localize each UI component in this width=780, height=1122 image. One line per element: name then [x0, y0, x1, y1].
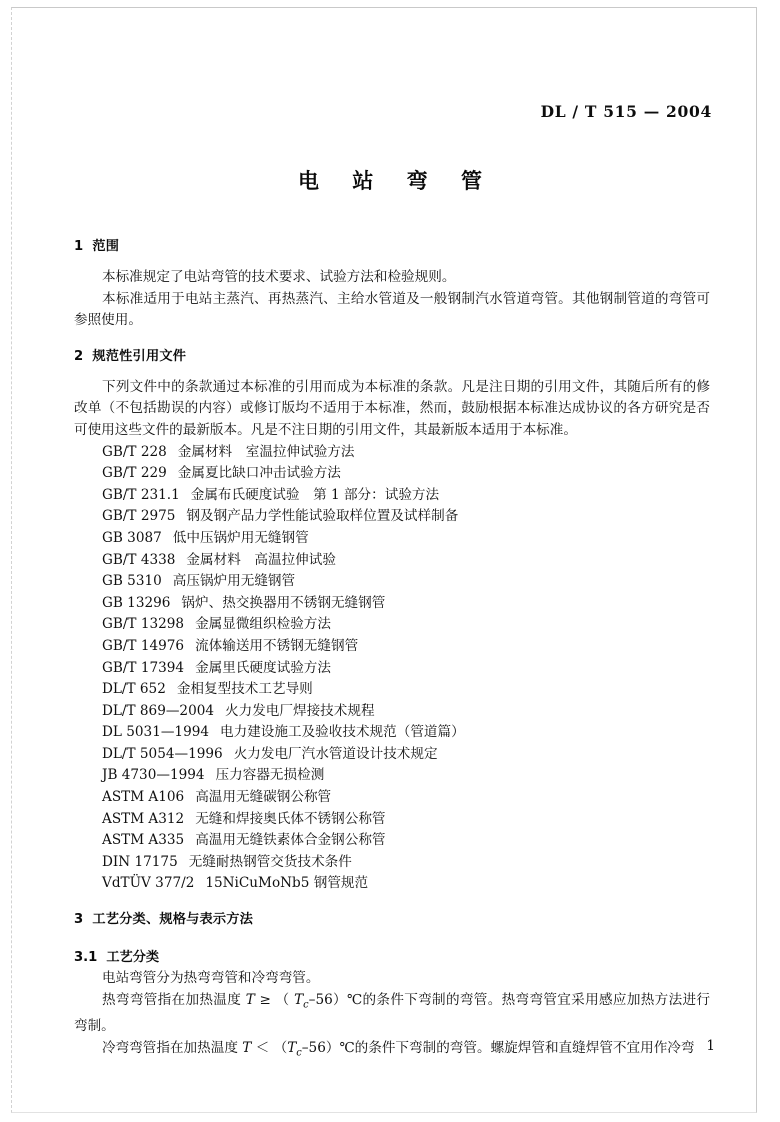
- reference-code: GB/T 4338: [102, 551, 176, 568]
- reference-title: 无缝耐热钢管交货技术条件: [188, 853, 352, 870]
- variable-T: T: [245, 991, 255, 1008]
- reference-code: DL 5031—1994: [102, 724, 210, 741]
- reference-title: 金属布氏硬度试验 第 1 部分：试验方法: [190, 486, 440, 503]
- reference-code: GB/T 2975: [102, 508, 176, 525]
- list-item: [74, 614, 710, 636]
- reference-code: GB/T 14976: [102, 637, 185, 654]
- reference-code: DL/T 5054—1996: [102, 745, 223, 762]
- reference-title: 锅炉、热交换器用不锈钢无缝钢管: [181, 594, 386, 611]
- reference-title: 低中压锅炉用无缝钢管: [172, 529, 309, 546]
- list-item: [74, 722, 710, 744]
- list-item: [74, 809, 710, 831]
- reference-code: GB 13296: [102, 594, 171, 611]
- list-item: [74, 787, 710, 809]
- page-number: 1: [706, 1038, 715, 1054]
- reference-code: GB/T 228: [102, 443, 167, 460]
- reference-title: 流体输送用不锈钢无缝钢管: [195, 637, 359, 654]
- list-item: [74, 701, 710, 723]
- document-body: [74, 236, 710, 1064]
- reference-title: 高温用无缝碳钢公称管: [195, 789, 332, 806]
- page-title: 电 站 弯 管: [298, 169, 495, 193]
- hot-bend-tail: –56）℃的条件下弯制的弯管。热弯弯管宜采用感应加热方法进行弯制。: [74, 991, 710, 1034]
- reference-title: 金属显微组织检验方法: [195, 616, 331, 633]
- reference-title: 高压锅炉用无缝钢管: [172, 573, 296, 590]
- list-item: [74, 873, 710, 895]
- hot-bend-definition: [74, 990, 710, 1038]
- section-heading-scope: [74, 236, 710, 257]
- reference-title: 15NiCuMoNb5 钢管规范: [205, 875, 369, 892]
- reference-code: DIN 17175: [102, 853, 178, 870]
- reference-title: 火力发电厂汽水管道设计技术规定: [233, 745, 438, 762]
- list-item: [74, 463, 710, 485]
- running-header: [0, 102, 780, 121]
- reference-title: 压力容器无损检测: [215, 767, 325, 784]
- list-item: [74, 442, 710, 464]
- reference-code: GB 3087: [102, 529, 162, 546]
- reference-title: 金属里氏硬度试验方法: [195, 659, 331, 676]
- reference-title: 钢及钢产品力学性能试验取样位置及试样制备: [186, 508, 459, 525]
- reference-title: 金属材料 高温拉伸试验: [186, 551, 336, 568]
- reference-title: 高温用无缝铁素体合金钢公称管: [195, 832, 386, 849]
- section-title-1: 范围: [92, 239, 120, 254]
- normative-reference-list: [74, 442, 710, 895]
- subsection-heading-process-classification: [74, 947, 710, 968]
- list-item: [74, 571, 710, 593]
- normative-references-paragraph: 下列文件中的条款通过本标准的引用而成为本标准的条款。凡是注日期的引用文件，其随后所有的修改单（不包括勘误的内容）或修订版均不适用于本标准，然而，鼓励根据本标准达成协议的各方研究是否可使用这些文件的最新版本。凡是不注日期的引用文件，其最新版本适用于本标准。: [74, 378, 710, 438]
- cold-bend-tail: –56）℃的条件下弯制的弯管。螺旋焊管和直缝焊管不宜用作冷弯: [301, 1039, 695, 1056]
- section-title-3: 工艺分类、规格与表示方法: [92, 912, 254, 928]
- variable-Tc-subscript: c: [296, 1047, 302, 1059]
- variable-T: T: [242, 1039, 252, 1056]
- section-heading-normative-references: [74, 346, 710, 367]
- list-item: [74, 679, 710, 701]
- section-heading-classification: [74, 909, 710, 930]
- reference-code: ASTM A312: [102, 810, 185, 827]
- list-item: [74, 765, 710, 787]
- reference-code: GB/T 17394: [102, 659, 185, 676]
- reference-code: ASTM A106: [102, 789, 185, 806]
- reference-title: 火力发电厂焊接技术规程: [225, 702, 375, 719]
- reference-code: JB 4730—1994: [102, 767, 205, 784]
- section-number-1: 1: [74, 239, 84, 254]
- variable-Tc: T: [287, 1039, 297, 1056]
- list-item: [74, 636, 710, 658]
- standard-number: DL / T 515 — 2004: [540, 102, 712, 121]
- reference-code: ASTM A335: [102, 832, 185, 849]
- list-item: [74, 744, 710, 766]
- list-item: [74, 830, 710, 852]
- list-item: [74, 852, 710, 874]
- reference-code: GB 5310: [102, 573, 162, 590]
- section-number-2: 2: [74, 348, 84, 364]
- section-number-3: 3: [74, 912, 84, 928]
- hot-bend-relation: ≥ （: [254, 991, 295, 1008]
- reference-title: 无缝和焊接奥氏体不锈钢公称管: [195, 810, 386, 827]
- cold-bend-definition: [74, 1038, 710, 1064]
- subsection-title-3-1: 工艺分类: [106, 950, 160, 966]
- reference-code: DL/T 869—2004: [102, 702, 215, 719]
- variable-Tc-subscript: c: [303, 999, 309, 1011]
- reference-title: 金属材料 室温拉伸试验方法: [177, 443, 355, 460]
- list-item: [74, 506, 710, 528]
- cold-bend-relation: ＜ （: [251, 1039, 288, 1056]
- scope-paragraph-2: 本标准适用于电站主蒸汽、再热蒸汽、主给水管道及一般钢制汽水管道弯管。其他钢制管道的弯管可参照使用。: [74, 290, 710, 329]
- hot-bend-lead: 热弯弯管指在加热温度: [102, 991, 246, 1008]
- section-title-2: 规范性引用文件: [92, 348, 187, 364]
- variable-Tc: T: [294, 991, 304, 1008]
- list-item: [74, 550, 710, 572]
- reference-code: GB/T 229: [102, 465, 167, 482]
- subsection-number-3-1: 3.1: [74, 950, 98, 966]
- reference-title: 金相复型技术工艺导则: [176, 681, 313, 698]
- list-item: [74, 485, 710, 507]
- cold-bend-lead: 冷弯弯管指在加热温度: [102, 1039, 243, 1056]
- reference-title: 金属夏比缺口冲击试验方法: [177, 465, 341, 482]
- process-classification-intro: 电站弯管分为热弯弯管和冷弯弯管。: [102, 970, 320, 987]
- reference-title: 电力建设施工及验收技术规范（管道篇）: [220, 724, 465, 741]
- reference-code: VdTÜV 377/2: [102, 875, 195, 892]
- list-item: [74, 593, 710, 615]
- reference-code: GB/T 231.1: [102, 486, 180, 503]
- reference-code: DL/T 652: [102, 681, 166, 698]
- list-item: [74, 528, 710, 550]
- reference-code: GB/T 13298: [102, 616, 185, 633]
- list-item: [74, 658, 710, 680]
- scope-paragraph-1: 本标准规定了电站弯管的技术要求、试验方法和检验规则。: [102, 269, 456, 285]
